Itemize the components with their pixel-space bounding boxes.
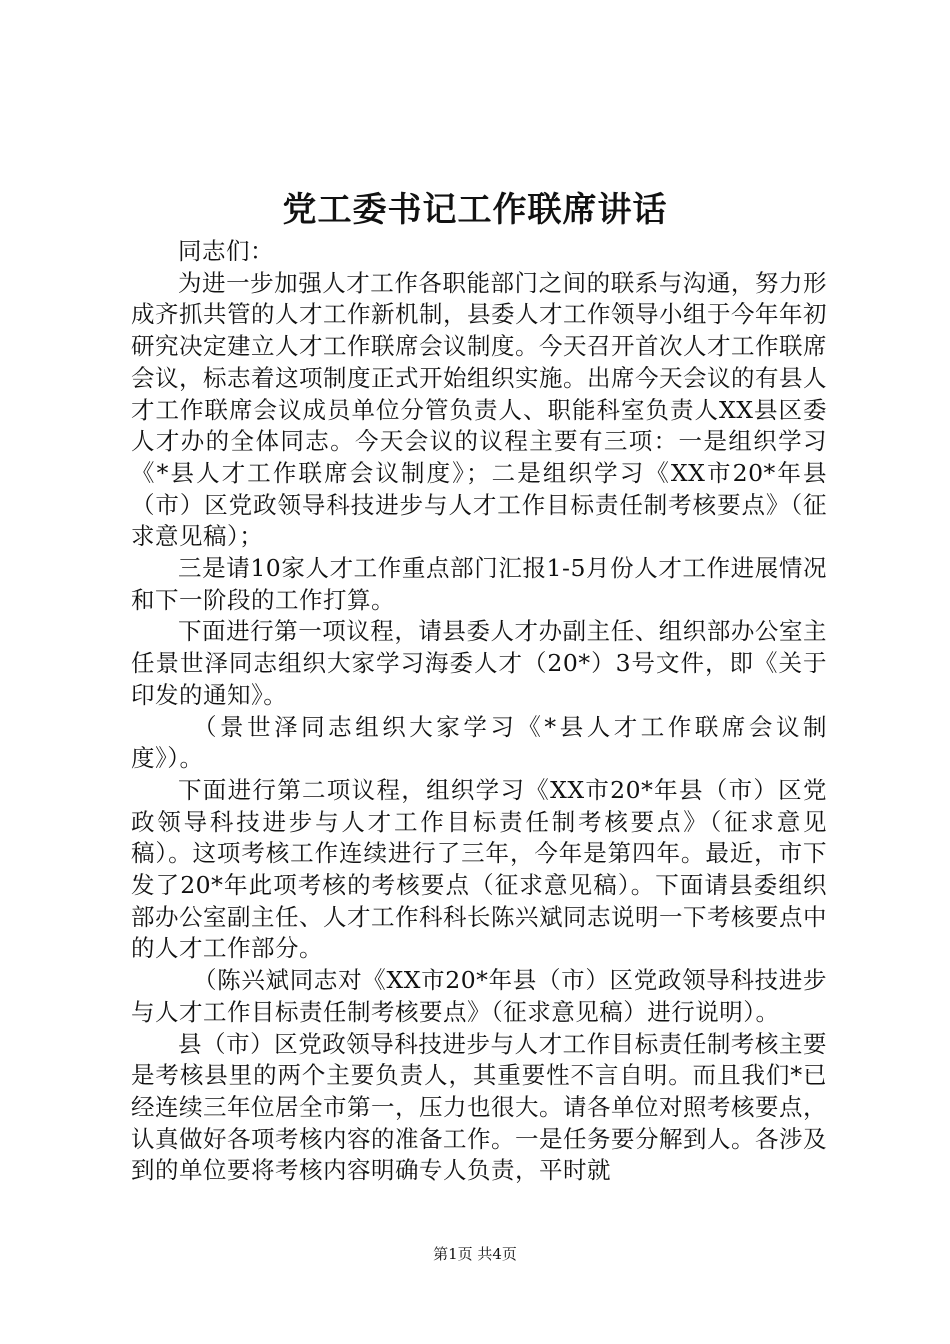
body-paragraph: （陈兴斌同志对《XX市20*年县（市）区党政领导科技进步与人才工作目标责任制考核要点》（征求意见稿）进行说明）。 xyxy=(131,966,827,1026)
body-paragraph: 三是请10家人才工作重点部门汇报1-5月份人才工作进展情况和下一阶段的工作打算。 xyxy=(131,554,827,614)
salutation-paragraph: 同志们： xyxy=(178,237,274,265)
body-paragraph: 下面进行第二项议程，组织学习《XX市20*年县（市）区党政领导科技进步与人才工作目标责任制考核要点》（征求意见稿）。这项考核工作连续进行了三年，今年是第四年。最近，市下发了20*年此项考核的考核要点（征求意见稿）。下面请县委组织部办公室副主任、人才工作科科长陈兴斌同志说明一下考核要点中的人才工作部分。 xyxy=(131,775,827,963)
document-title: 党工委书记工作联席讲话 xyxy=(282,190,668,230)
page-footer: 第1页 共4页 xyxy=(433,1245,517,1263)
body-paragraph: （景世泽同志组织大家学习《*县人才工作联席会议制度》）。 xyxy=(131,712,827,773)
body-paragraph: 县（市）区党政领导科技进步与人才工作目标责任制考核主要是考核县里的两个主要负责人，其重要性不言自明。而且我们*已经连续三年位居全市第一，压力也很大。请各单位对照考核要点，认真做好各项考核内容的准备工作。一是任务要分解到人。各涉及到的单位要将考核内容明确专人负责，平时就 xyxy=(131,1029,827,1185)
body-paragraph: 为进一步加强人才工作各职能部门之间的联系与沟通，努力形成齐抓共管的人才工作新机制，县委人才工作领导小组于今年年初研究决定建立人才工作联席会议制度。今天召开首次人才工作联席会议，标志着这项制度正式开始组织实施。出席今天会议的有县人才工作联席会议成员单位分管负责人、职能科室负责人XX县区委人才办的全体同志。今天会议的议程主要有三项：一是组织学习《*县人才工作联席会议制度》；二是组织学习《XX市20*年县（市）区党政领导科技进步与人才工作目标责任制考核要点》（征求意见稿）； xyxy=(131,268,827,551)
body-paragraph: 下面进行第一项议程，请县委人才办副主任、组织部办公室主任景世泽同志组织大家学习海委人才（20*）3号文件，即《关于印发的通知》。 xyxy=(131,617,827,709)
document-body xyxy=(131,236,827,1187)
